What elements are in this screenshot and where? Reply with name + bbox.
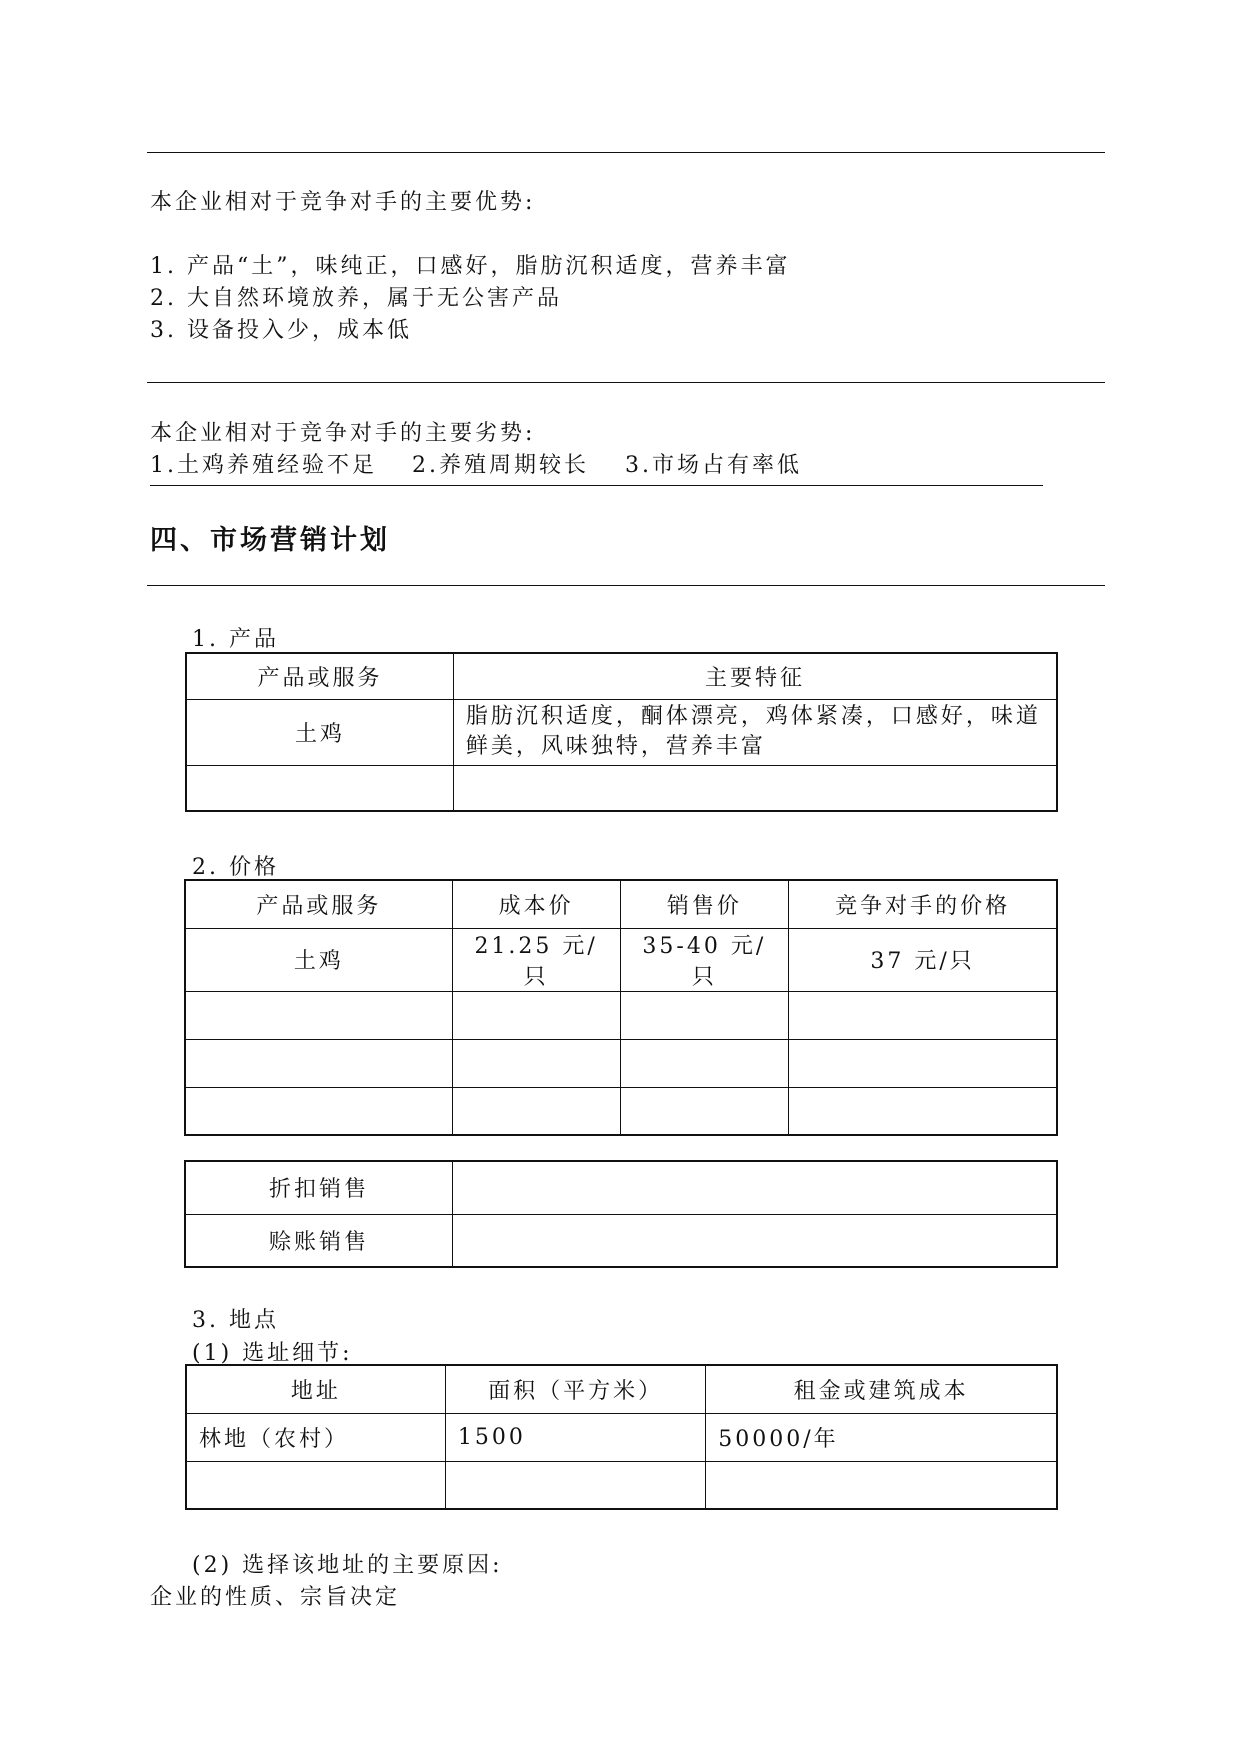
cell-address: 林地（农村） [186, 1413, 445, 1461]
divider-rule [147, 382, 1105, 383]
location-sub-label: (1) 选址细节: [192, 1341, 353, 1366]
table-cell [186, 1461, 445, 1509]
disadvantage-item-3: 3.市场占有率低 [625, 453, 802, 478]
table-cell [186, 765, 453, 811]
table-cell [452, 1039, 620, 1087]
sales-terms-table [184, 1160, 1058, 1268]
header-area: 面积（平方米） [445, 1365, 705, 1413]
disadvantages-heading: 本企业相对于竞争对手的主要劣势: [150, 421, 536, 446]
table-cell [789, 1039, 1057, 1087]
price-label: 2. 价格 [192, 855, 279, 880]
table-row [186, 1461, 1057, 1509]
table-cell [452, 991, 620, 1039]
disadvantage-item-2: 2.养殖周期较长 [412, 453, 589, 478]
cell-sale-price: 35-40 元/只 [620, 928, 789, 991]
section-title: 四、市场营销计划 [150, 525, 390, 556]
table-row [185, 1087, 1057, 1135]
table-row [186, 765, 1057, 811]
table-row [185, 991, 1057, 1039]
table-cell [185, 1087, 452, 1135]
cell-rent-cost: 50000/年 [706, 1413, 1057, 1461]
product-table [185, 652, 1058, 812]
header-rent-cost: 租金或建筑成本 [706, 1365, 1057, 1413]
advantage-item-1: 1. 产品“土”，味纯正，口感好，脂肪沉积适度，营养丰富 [150, 254, 791, 279]
features-line-1: 脂肪沉积适度，酮体漂亮，鸡体紧凑，口感好，味道 [465, 704, 1041, 729]
table-cell [452, 1087, 620, 1135]
cell-features [453, 699, 1057, 765]
table-cell [789, 1087, 1057, 1135]
header-sale-price: 销售价 [620, 880, 789, 928]
features-line-2: 鲜美，风味独特，营养丰富 [465, 734, 766, 759]
table-cell [789, 991, 1057, 1039]
table-header-row [186, 653, 1057, 699]
cell-product-name: 土鸡 [185, 928, 452, 991]
table-cell [185, 1039, 452, 1087]
cell-product-name: 土鸡 [186, 699, 453, 765]
header-competitor-price: 竞争对手的价格 [789, 880, 1057, 928]
table-row [186, 1413, 1057, 1461]
table-row [185, 928, 1057, 991]
cell-credit-sales: 赊账销售 [185, 1214, 452, 1267]
location-label: 3. 地点 [192, 1308, 279, 1333]
disadvantages-underline [150, 485, 1043, 486]
cell-area: 1500 [445, 1413, 705, 1461]
table-header-row [185, 880, 1057, 928]
table-header-row [186, 1365, 1057, 1413]
table-cell [620, 991, 789, 1039]
table-cell [453, 765, 1057, 811]
price-table [184, 879, 1058, 1136]
table-cell [452, 1214, 1057, 1267]
disadvantage-item-1: 1.土鸡养殖经验不足 [150, 453, 377, 478]
divider-rule [147, 585, 1105, 586]
table-row [185, 1214, 1057, 1267]
header-product-service: 产品或服务 [185, 880, 452, 928]
cell-competitor-price: 37 元/只 [789, 928, 1057, 991]
cell-discount-sales: 折扣销售 [185, 1161, 452, 1214]
location-table [185, 1364, 1058, 1510]
location-reason-label: (2) 选择该地址的主要原因: [192, 1553, 503, 1578]
cell-cost-price: 21.25 元/只 [452, 928, 620, 991]
table-cell [452, 1161, 1057, 1214]
advantages-heading: 本企业相对于竞争对手的主要优势: [150, 190, 536, 215]
advantage-item-3: 3. 设备投入少，成本低 [150, 318, 412, 343]
table-cell [620, 1039, 789, 1087]
table-cell [706, 1461, 1057, 1509]
table-row [185, 1039, 1057, 1087]
header-main-features: 主要特征 [453, 653, 1057, 699]
table-cell [185, 991, 452, 1039]
product-label: 1. 产品 [192, 627, 279, 652]
header-address: 地址 [186, 1365, 445, 1413]
table-cell [445, 1461, 705, 1509]
table-row [186, 699, 1057, 765]
table-cell [620, 1087, 789, 1135]
header-cost-price: 成本价 [452, 880, 620, 928]
divider-rule [147, 152, 1105, 153]
table-row [185, 1161, 1057, 1214]
location-reason: 企业的性质、宗旨决定 [150, 1585, 401, 1610]
advantage-item-2: 2. 大自然环境放养，属于无公害产品 [150, 286, 562, 311]
header-product-service: 产品或服务 [186, 653, 453, 699]
